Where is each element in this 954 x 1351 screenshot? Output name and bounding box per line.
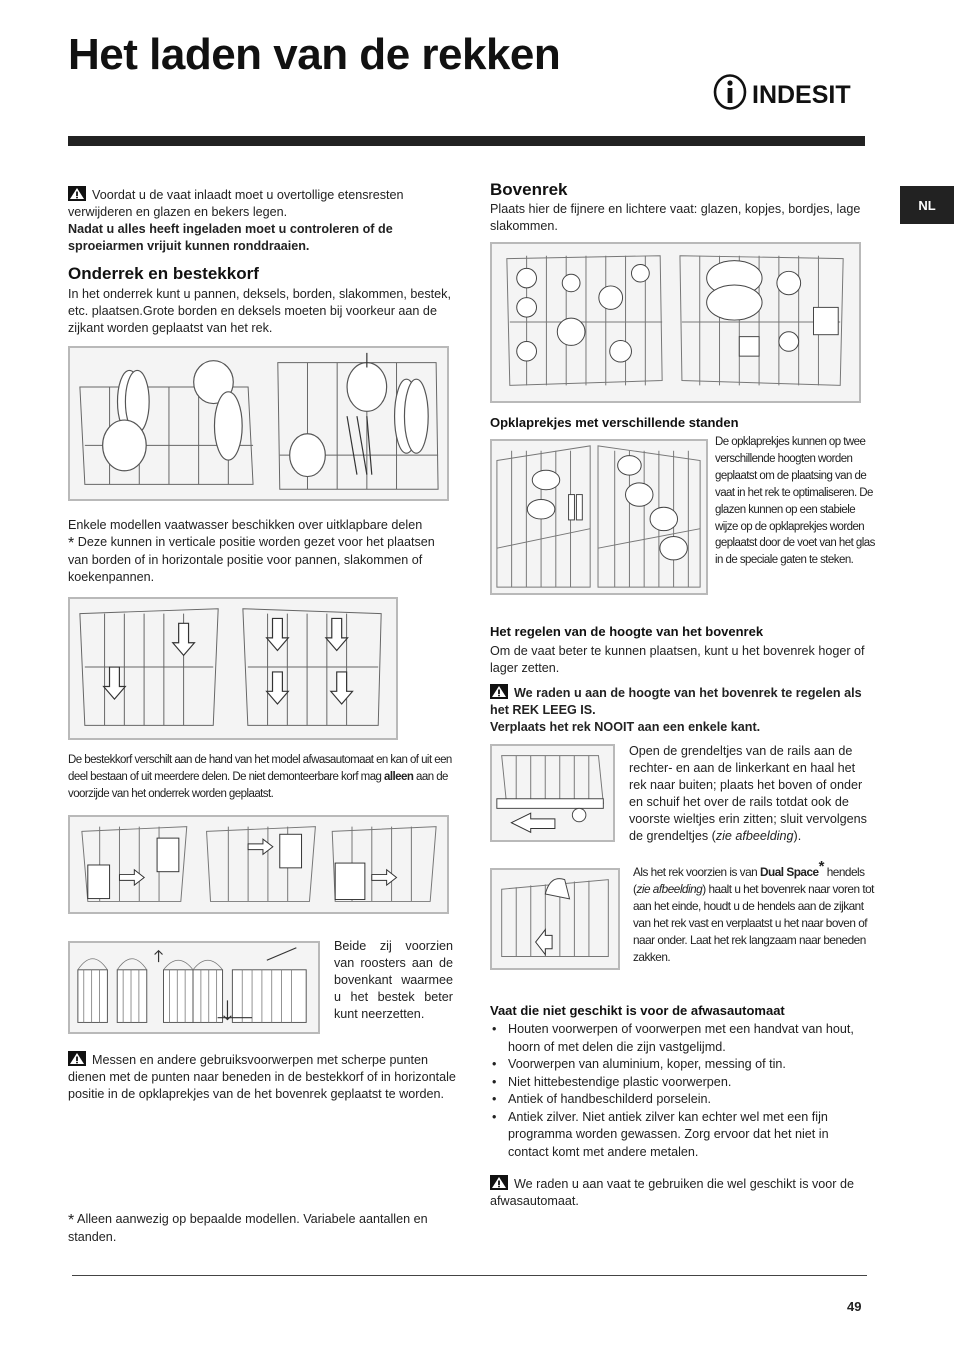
advies-block (490, 1175, 875, 1210)
niet-list (490, 1021, 870, 1161)
bestek-block (68, 752, 458, 803)
intro-bold: Nadat u alles heeft ingeladen moet u controleren of de sproeiarmen vrijuit kunnen ronddraaien. (68, 222, 393, 253)
brand-text: INDESIT (752, 81, 851, 109)
bestekkorf-illustration (68, 815, 449, 914)
bestek-bold: alleen (384, 770, 414, 783)
dual-bold: Dual Space (759, 865, 819, 879)
opklap-heading: Opklaprekjes met verschillende standen (490, 415, 739, 430)
hoogte-heading: Het regelen van de hoogte van het bovenrek (490, 624, 764, 639)
roosters-text: Beide zij voorzien van roosters aan de bovenkant waarmee u het bestek beter kunt neerzetten. (334, 939, 453, 1021)
grendel-end: ). (793, 829, 802, 843)
messen-text: Messen en andere gebruiksvoorwerpen met scherpe punten dienen met de punten naar beneden in de bestekkorf of in horizontale positie in de opklaprekjes van de het bovenrek geplaatst te worden. (68, 1053, 456, 1101)
header-rule (68, 136, 865, 146)
bestek-text-2: aan de voorzijde van het onderrek worden geplaatst. (68, 770, 448, 800)
uitklap-text-1: Enkele modellen vaatwasser beschikken over uitklapbare delen (68, 518, 423, 532)
onderrek-heading: Onderrek en bestekkorf (68, 264, 259, 283)
grendel-italic: zie afbeelding (715, 829, 794, 843)
dual-italic: zie afbeelding (636, 882, 703, 896)
indesit-logo (712, 74, 864, 110)
list-item: • Voorwerpen van aluminium, koper, messing of tin. (490, 1056, 870, 1074)
footnote-star: * (68, 1212, 75, 1229)
footer-rule (72, 1275, 867, 1276)
footnote-text: Alleen aanwezig op bepaalde modellen. Variabele aantallen en standen. (68, 1212, 428, 1244)
warning-triangle-icon (68, 186, 86, 201)
bestek-text-1: De bestekkorf verschilt aan de hand van het model afwasautomaat en kan of uit een deel bestaan of uit meerdere delen. De niet demonteerbare korf mag (68, 754, 452, 783)
grendel-block (490, 743, 875, 845)
dual-block (633, 858, 875, 966)
list-item: • Antiek of handbeschilderd porselein. (490, 1091, 870, 1109)
dual-star: * (818, 858, 824, 876)
footnote (68, 1211, 448, 1246)
bovenrek-illustration (490, 242, 861, 403)
opklap-text: De opklaprekjes kunnen op twee verschillende hoogten worden geplaatst om de plaatsing van de vaat in het rek te optimaliseren. De glazen kunnen op een stabiele wijze op de opklaprekjes worden geplaatst door de voet van het glas in de speciale gaten te steken. (715, 436, 875, 567)
uitklap-block (68, 517, 458, 586)
intro-text: Voordat u de vaat inlaadt moet u overtollige etensresten verwijderen en glazen en bekers legen. (68, 188, 404, 219)
uitklap-text-2: Deze kunnen in verticale positie worden gezet voor het plaatsen van borden of in horizontale positie voor pannen, slakommen of koekenpannen. (68, 535, 435, 584)
uitklap-asterisk: * (68, 535, 75, 552)
dual-text-1: Als het rek voorzien is van (633, 865, 758, 879)
messen-block (68, 1051, 458, 1103)
niet-heading: Vaat die niet geschikt is voor de afwasautomaat (490, 1003, 785, 1018)
list-item: • Antiek zilver. Niet antiek zilver kan echter wel met een fijn programma worden gewassen. Zorg ervoor dat het niet in contact komt met andere metalen. (490, 1109, 870, 1162)
warning-triangle-icon (490, 1175, 508, 1190)
intro-block (68, 186, 453, 255)
warning-triangle-icon (490, 684, 508, 699)
hoogte-warn-2: Verplaats het rek NOOIT aan een enkele kant. (490, 720, 761, 734)
hoogte-warn-1: We raden u aan de hoogte van het bovenrek te regelen als het REK LEEG IS. (490, 686, 862, 717)
hoogte-warning (490, 684, 880, 736)
warning-triangle-icon (68, 1051, 86, 1066)
onderrek-illustration (68, 346, 449, 501)
page-number: 49 (847, 1299, 862, 1314)
list-item: • Niet hittebestendige plastic voorwerpen. (490, 1074, 870, 1092)
opklap-illustration (490, 439, 708, 595)
dual-text-2: hendels ( (633, 865, 865, 896)
hoogte-text: Om de vaat beter te kunnen plaatsen, kunt u het bovenrek hoger of lager zetten. (490, 644, 865, 675)
uitklap-illustration (68, 597, 398, 740)
advies-text: We raden u aan vaat te gebruiken die wel geschikt is voor de afwasautomaat. (490, 1177, 855, 1208)
roosters-illustration (68, 941, 320, 1034)
onderrek-text: In het onderrek kunt u pannen, deksels, borden, slakommen, bestek, etc. plaatsen.Grote borden en deksels moeten bij voorkeur aan de zijkant worden geplaatst van het rek. (68, 287, 451, 335)
grendel-text: Open de grendeltjes van de rails aan de rechter- en aan de linkerkant en haal het rek naar buiten; plaats het boven of onder en schuif het over de rails totdat ook de voorste wieltjes erin zitten; sluit vervolgens de grendeltjes ( (629, 744, 867, 843)
language-tab: NL (900, 186, 954, 224)
dual-text-3: ) haalt u het bovenrek naar voren tot aan het einde, houdt u de hendels aan de zijkant van het rek vast en verplaatst u het naar boven of naar onder. Laat het rek langzaam naar beneden zakken. (633, 882, 874, 964)
bovenrek-text: Plaats hier de fijnere en lichtere vaat: glazen, kopjes, bordjes, lage slakommen. (490, 202, 861, 233)
page-title: Het laden van de rekken (68, 30, 561, 79)
dual-space-illustration (490, 868, 620, 970)
bovenrek-heading: Bovenrek (490, 180, 568, 199)
list-item: • Houten voorwerpen of voorwerpen met een handvat van hout, hoorn of met delen die zijn vastgelijmd. (490, 1021, 870, 1056)
